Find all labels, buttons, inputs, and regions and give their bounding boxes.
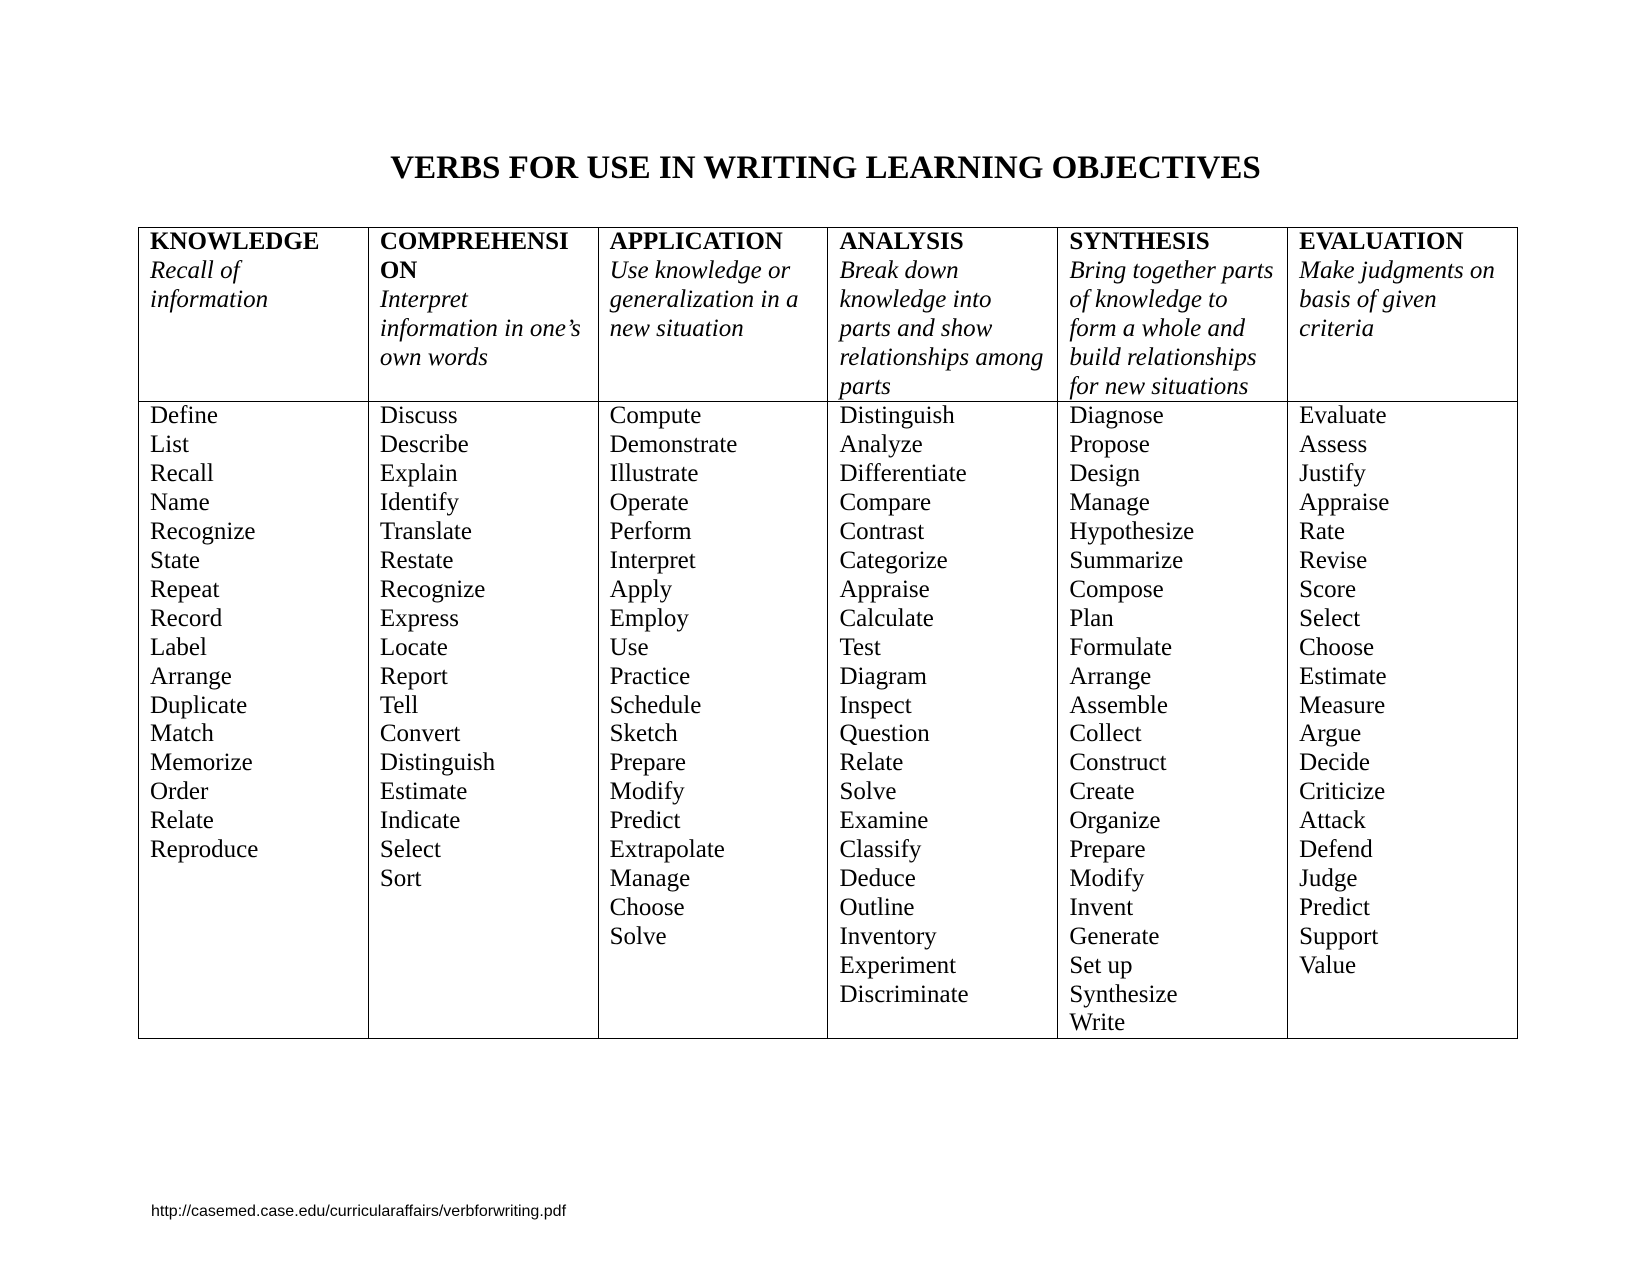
verb-item: Compute [609,402,702,430]
verb-item: Summarize [1069,546,1184,574]
verb-item: Examine [839,807,929,835]
verb-item: Discuss [379,402,458,430]
verb-item: Repeat [150,575,220,603]
verb-item: Recognize [379,575,486,603]
verb-item: Perform [609,518,692,546]
verb-item: Distinguish [379,749,496,777]
verb-item: Question [839,720,930,748]
verb-item: Hypothesize [1069,518,1195,546]
category-name: SYNTHESIS [1069,228,1210,255]
header-cell-evaluation [1288,228,1518,402]
verb-item: Diagram [839,662,927,690]
category-name: EVALUATION [1299,228,1464,255]
verb-item: Deduce [839,864,916,892]
page-title: VERBS FOR USE IN WRITING LEARNING OBJECTIVES [390,150,1261,186]
category-name: KNOWLEDGE [150,228,320,255]
verb-item: Experiment [839,951,957,979]
verb-list-evaluation [1288,402,1518,1039]
header-cell-application [598,228,828,402]
verb-item: Schedule [609,691,702,719]
verb-item: Describe [379,431,469,459]
category-description: Make judgments on basis of given criteria [1299,256,1495,342]
verb-item: Inventory [839,922,937,950]
verb-item: Tell [379,691,419,719]
verb-item: Report [379,662,448,690]
verb-item: Arrange [1069,662,1152,690]
verb-item: Assess [1299,431,1368,459]
verb-item: Score [1299,575,1357,603]
verb-item: Generate [1069,922,1160,950]
verb-item: Prepare [1069,836,1146,864]
verb-list-comprehension [368,402,598,1039]
category-name: ANALYSIS [839,228,964,255]
verb-item: Classify [839,836,922,864]
verb-item: Reproduce [150,836,259,864]
verb-item: Differentiate [839,460,967,488]
verb-item: Identify [379,489,459,517]
verb-item: Manage [1069,489,1150,517]
verb-item: Argue [1299,720,1362,748]
verb-item: Modify [1069,864,1145,892]
category-description: Bring together parts of knowledge to form a whole and build relationships for new situations [1069,256,1274,400]
verb-item: Sort [379,864,422,892]
verb-item: Use [609,633,649,661]
verb-item: Assemble [1069,691,1168,719]
verb-item: Solve [839,778,897,806]
verb-item: Outline [839,893,915,921]
verb-item: Employ [609,604,689,632]
verb-item: Demonstrate [609,431,738,459]
verb-list-knowledge [139,402,369,1039]
verb-item: Choose [609,893,685,921]
verb-item: Judge [1299,864,1358,892]
verb-item: Inspect [839,691,912,719]
verb-item: Value [1299,951,1357,979]
verb-item: Estimate [1299,662,1387,690]
verb-item: Criticize [1299,778,1386,806]
verb-item: Defend [1299,836,1373,864]
verb-item: Test [839,633,881,661]
verb-item: Record [150,604,223,632]
verb-item: Arrange [150,662,232,690]
verb-item: Appraise [1299,489,1390,517]
verb-item: Practice [609,662,691,690]
verb-item: Label [150,633,207,661]
verb-item: Synthesize [1069,980,1178,1008]
category-name: COMPREHENSION [379,228,569,284]
verb-item: Plan [1069,604,1114,632]
verb-item: Extrapolate [609,836,725,864]
verb-item: Organize [1069,807,1161,835]
verb-item: Measure [1299,691,1386,719]
verb-item: Set up [1069,951,1133,979]
verb-item: Select [1299,604,1361,632]
verb-item: Convert [379,720,461,748]
verb-item: Name [150,489,210,517]
verb-item: Compose [1069,575,1164,603]
verb-item: Manage [609,864,691,892]
verb-item: Apply [609,575,673,603]
verb-item: Propose [1069,431,1150,459]
verb-item: Duplicate [150,691,248,719]
verb-item: Illustrate [609,460,699,488]
verb-item: Recognize [150,518,256,546]
table-verbs-row [139,402,1518,1039]
verb-item: Translate [379,518,472,546]
verb-item: Construct [1069,749,1167,777]
verb-item: Design [1069,460,1141,488]
verb-item: List [150,431,189,459]
header-cell-analysis [828,228,1058,402]
verb-item: Restate [379,546,454,574]
verb-item: Explain [379,460,458,488]
verb-item: Decide [1299,749,1370,777]
verb-item: Match [150,720,214,748]
verb-item: Compare [839,489,932,517]
table-header-row [139,228,1518,402]
verb-item: Calculate [839,604,934,632]
verb-item: Indicate [379,807,461,835]
category-description: Recall of information [150,256,269,313]
category-description: Interpret information in one’s own words [379,285,581,371]
verb-item: Contrast [839,518,925,546]
verb-item: Order [150,778,209,806]
verb-list-application [598,402,828,1039]
source-url: http://casemed.case.edu/curricularaffairs/verbforwriting.pdf [151,1203,567,1220]
verb-list-synthesis [1058,402,1288,1039]
verb-item: Predict [609,807,681,835]
verb-item: Operate [609,489,689,517]
verb-item: Modify [609,778,685,806]
verb-item: Discriminate [839,980,969,1008]
category-description: Use knowledge or generalization in a new situation [609,256,799,342]
verb-item: Appraise [839,575,930,603]
verb-item: Interpret [609,546,696,574]
verb-item: Create [1069,778,1135,806]
verb-item: Categorize [839,546,948,574]
verb-item: Choose [1299,633,1375,661]
header-cell-synthesis [1058,228,1288,402]
verb-item: Support [1299,922,1379,950]
verb-item: Predict [1299,893,1370,921]
verb-item: Express [379,604,459,632]
category-description: Break down knowledge into parts and show relationships among parts [839,256,1044,400]
verb-item: Prepare [609,749,686,777]
verb-item: Attack [1299,807,1366,835]
verb-item: Relate [150,807,214,835]
category-name: APPLICATION [609,228,783,255]
verb-item: Locate [379,633,448,661]
verb-item: Collect [1069,720,1142,748]
verb-item: Justify [1299,460,1366,488]
verbs-table [138,227,1518,1039]
verb-item: Sketch [609,720,678,748]
verb-item: Solve [609,922,667,950]
verb-item: Recall [150,460,214,488]
verb-item: Distinguish [839,402,955,430]
verb-item: State [150,546,200,574]
verb-item: Formulate [1069,633,1173,661]
header-cell-comprehension [368,228,598,402]
verb-item: Write [1069,1009,1126,1037]
verb-item: Rate [1299,518,1345,546]
verb-item: Relate [839,749,904,777]
header-cell-knowledge [139,228,369,402]
verb-item: Evaluate [1299,402,1387,430]
verb-item: Analyze [839,431,923,459]
verb-item: Memorize [150,749,253,777]
verb-item: Invent [1069,893,1134,921]
verb-list-analysis [828,402,1058,1039]
verb-item: Diagnose [1069,402,1164,430]
verb-item: Estimate [379,778,468,806]
verb-item: Revise [1299,546,1368,574]
verb-item: Define [150,402,219,430]
verb-item: Select [379,836,441,864]
